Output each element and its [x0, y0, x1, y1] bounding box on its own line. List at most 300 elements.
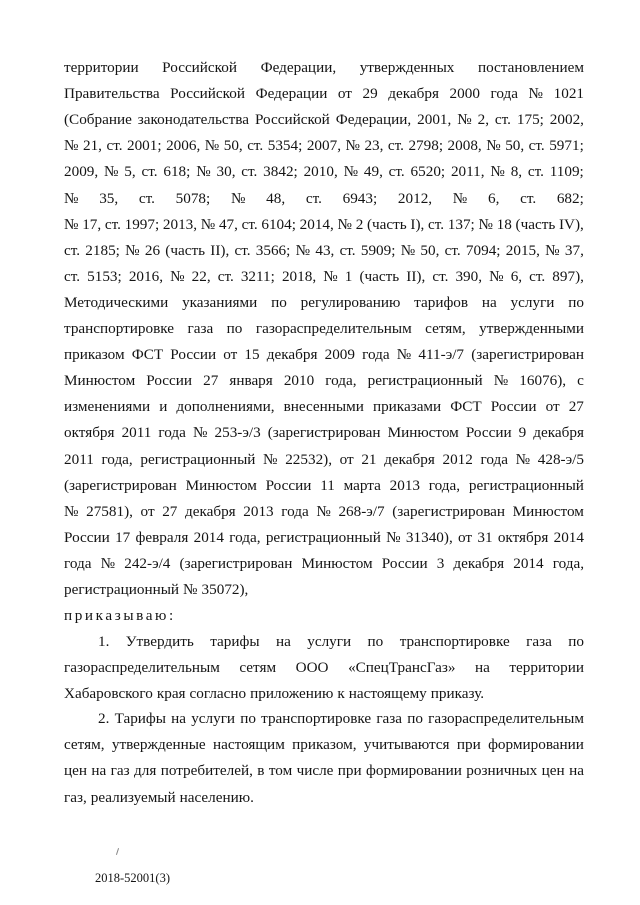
word: 2010 — [283, 372, 315, 390]
word: № — [490, 163, 505, 181]
word: ФСТ — [131, 346, 164, 364]
word: цен — [64, 762, 87, 780]
text-line — [64, 420, 584, 446]
word: 2. — [98, 710, 110, 727]
text-line — [64, 81, 584, 107]
word: 3842; — [263, 163, 298, 181]
text-line — [64, 394, 584, 420]
text-line — [64, 55, 584, 81]
word: Правительства — [64, 85, 160, 103]
word: 29 — [362, 85, 378, 103]
word: Минюстом — [301, 554, 373, 572]
word: 50, — [223, 137, 243, 155]
text-line — [64, 316, 584, 342]
word: 2014 — [513, 554, 544, 572]
word: (зарегистрирован — [179, 554, 293, 572]
word: Федерации, — [335, 111, 412, 129]
word: (Собрание — [64, 111, 132, 129]
word: 5971; — [549, 137, 584, 155]
word: ст. — [305, 189, 322, 207]
word: 22532), — [285, 450, 333, 468]
word: Минюстом — [387, 424, 459, 442]
word: регистрационный — [367, 372, 483, 390]
word: № — [478, 215, 493, 233]
word: приложению — [250, 685, 334, 702]
word: 9 — [518, 424, 527, 442]
word: № — [489, 267, 504, 285]
word: реализуемый — [90, 788, 176, 806]
word: на — [569, 762, 584, 780]
word: 6, — [487, 189, 500, 207]
word: газораспределительным — [255, 320, 412, 337]
text-line — [64, 551, 584, 577]
word: в — [257, 762, 265, 780]
word: настоящим — [213, 736, 285, 754]
footer-code: 2018-52001(3) — [95, 871, 170, 885]
word: октября — [497, 528, 549, 546]
word: Утвердить — [125, 633, 194, 650]
word: Федерации, — [260, 59, 337, 76]
word: при — [337, 762, 362, 780]
word: 5078; — [175, 189, 211, 207]
word: 175; — [516, 111, 544, 129]
word: 21 — [361, 450, 377, 468]
word: 26 — [144, 241, 161, 259]
word: I), — [410, 215, 425, 233]
word: Минюстом — [64, 372, 136, 390]
word: (часть — [515, 215, 556, 233]
word: согласно — [189, 685, 247, 702]
word: № — [400, 241, 416, 259]
word: Российской — [254, 111, 330, 129]
word: территории — [64, 59, 139, 76]
word: розничных — [466, 762, 538, 780]
word: приказу. — [430, 685, 485, 702]
word: 30, — [216, 163, 236, 181]
word: ст. — [388, 163, 405, 181]
word: на — [91, 762, 107, 780]
word: года, — [229, 528, 261, 546]
word: 6104; — [261, 215, 296, 233]
word: 2 — [355, 215, 364, 233]
text-line — [64, 342, 584, 368]
text-line — [64, 785, 584, 811]
word: по — [407, 710, 423, 727]
word: декабря — [453, 554, 505, 572]
word: транспортировке — [261, 710, 372, 727]
word: ст. — [520, 189, 537, 207]
word: 2013 — [243, 502, 274, 520]
word: 31 — [477, 528, 493, 546]
word: (зарегистрирован — [267, 424, 381, 442]
word: 268-э/7 — [338, 502, 385, 520]
word: № — [64, 502, 79, 520]
word: газа — [376, 710, 403, 727]
word: 48, — [266, 189, 286, 207]
word: ст. — [387, 137, 404, 155]
word: ст. — [428, 215, 445, 233]
word: тарифов — [414, 293, 469, 311]
text-line — [64, 290, 584, 316]
word: от — [223, 346, 238, 364]
word: № — [64, 137, 79, 155]
word: 2013 — [389, 476, 420, 494]
word: ФСТ — [450, 398, 482, 416]
word: II), — [406, 267, 426, 285]
word: сетям, — [64, 736, 105, 754]
word: утвержденными — [479, 320, 584, 337]
word: 6520; — [410, 163, 446, 181]
word: 27 — [162, 502, 178, 520]
word: ст. — [528, 137, 545, 155]
word: № — [386, 528, 401, 546]
word: II), — [210, 241, 230, 259]
word: Хабаровского — [64, 685, 153, 702]
word: декабря — [184, 502, 236, 520]
word: 27 — [203, 372, 219, 390]
word: 897), — [552, 267, 584, 285]
word: 2006, — [166, 137, 201, 155]
text-line — [64, 368, 584, 394]
word: № — [337, 215, 352, 233]
word: 1109; — [549, 163, 584, 181]
word: сетям, — [425, 320, 466, 337]
word: № — [528, 85, 544, 103]
word: ст. — [64, 241, 81, 259]
word: 2011 — [121, 424, 152, 442]
word: 17 — [115, 528, 131, 546]
word: 2008, — [447, 137, 482, 155]
word: февраля — [135, 528, 189, 546]
word: № — [183, 581, 198, 598]
word: Методическими — [64, 293, 169, 311]
word: газа — [187, 320, 214, 337]
word: 49, — [363, 163, 383, 181]
word: по — [568, 633, 584, 650]
word: 31340), — [405, 528, 453, 546]
text-line — [64, 186, 584, 212]
word: № — [64, 189, 79, 207]
word: утвержденные — [111, 736, 206, 754]
text-line — [64, 264, 584, 290]
word: декабря — [388, 85, 439, 103]
word: 2, — [477, 111, 490, 129]
word: регистрационный — [468, 476, 584, 494]
word: 2002, — [549, 111, 584, 129]
word: 1997; — [124, 215, 160, 233]
word: 390, — [455, 267, 483, 285]
word: 2185; — [85, 241, 120, 259]
word: для — [134, 762, 157, 780]
word: 21, — [82, 137, 102, 155]
word: приказами — [372, 398, 442, 416]
word: 411-э/7 — [418, 346, 465, 364]
word: № — [345, 137, 360, 155]
word: транспортировке — [399, 633, 510, 650]
word: 2014 — [193, 528, 224, 546]
word: марта — [343, 476, 381, 494]
word: законодательства — [137, 111, 250, 129]
word: России — [170, 346, 217, 364]
word: ст. — [104, 215, 121, 233]
word: № — [125, 241, 140, 259]
word: (зарегистрирован — [64, 476, 177, 494]
word: «СпецТрансГаз» — [348, 659, 456, 676]
word: ст. — [64, 267, 81, 285]
word: № — [103, 163, 119, 181]
word: 16076), — [519, 372, 567, 390]
word: 2012 — [442, 450, 473, 468]
word: 2009 — [324, 346, 355, 364]
word: утвержденных — [359, 59, 455, 76]
text-line — [64, 447, 584, 473]
word: ст. — [529, 267, 546, 285]
word: приказом — [64, 346, 125, 364]
word: № — [396, 346, 412, 364]
word: № — [263, 450, 278, 468]
word: цен — [541, 762, 565, 780]
word: ст. — [141, 163, 158, 181]
word: 5, — [124, 163, 136, 181]
word: года — [64, 554, 92, 572]
word: по — [271, 293, 287, 311]
word: года, — [552, 554, 584, 572]
word: ООО — [295, 659, 329, 676]
word: № — [192, 424, 208, 442]
word: 2798; — [408, 137, 444, 155]
word: года — [281, 502, 309, 520]
word: ст. — [241, 163, 258, 181]
word: настоящему — [348, 685, 427, 702]
word: с — [577, 372, 584, 390]
word: по — [226, 320, 243, 337]
word: 2015, — [505, 241, 540, 259]
word: России — [64, 528, 110, 546]
word: 2000 — [449, 85, 480, 103]
word: № — [170, 267, 185, 285]
text-line — [64, 238, 584, 264]
word: России — [381, 554, 428, 572]
word: года, — [101, 450, 133, 468]
word: (зарегистрирован — [392, 502, 506, 520]
word: Российской — [162, 59, 238, 76]
word: газ, — [64, 788, 87, 806]
word: № — [230, 189, 246, 207]
word: № — [200, 215, 216, 233]
word: территории — [509, 659, 584, 676]
word: тарифы — [210, 633, 260, 650]
word: ст. — [494, 111, 511, 129]
word: 3211; — [240, 267, 275, 285]
pen-mark — [116, 848, 119, 855]
word: услуги — [510, 293, 555, 311]
text-line — [64, 212, 584, 238]
word: Минюстом — [512, 502, 584, 520]
word: 1 — [344, 267, 353, 285]
word: по — [568, 293, 584, 311]
word: декабря — [384, 450, 435, 468]
word: (зарегистрирован — [471, 346, 584, 364]
word: населению. — [179, 788, 254, 806]
word: ст. — [217, 267, 234, 285]
word: по — [367, 633, 384, 650]
word: 50, — [505, 137, 525, 155]
word: на — [481, 293, 497, 311]
word: 2001, — [417, 111, 452, 129]
word: приказом, — [292, 736, 357, 754]
word: числе — [296, 762, 334, 780]
text-line — [98, 629, 584, 655]
word: 2013, — [162, 215, 198, 233]
word: России — [265, 476, 312, 494]
word: газораспределительным — [64, 659, 220, 676]
word: № — [452, 189, 468, 207]
word: 18 — [496, 215, 512, 233]
word: 3566; — [255, 241, 291, 259]
word: 2014 — [553, 528, 584, 546]
text-line — [64, 159, 584, 185]
word: 35072), — [201, 581, 249, 598]
word: ст. — [339, 241, 356, 259]
word: № — [64, 215, 79, 233]
word: регулированию — [300, 293, 401, 311]
word: на — [275, 633, 291, 650]
word: от — [337, 85, 352, 103]
word: от — [458, 528, 473, 546]
word: года — [158, 424, 186, 442]
text-line — [64, 473, 584, 499]
word: ст. — [432, 267, 449, 285]
word: 2018, — [281, 267, 317, 285]
word: регистрационный — [140, 450, 256, 468]
word: края — [156, 685, 186, 702]
word: года, — [428, 476, 461, 494]
word: 47, — [218, 215, 238, 233]
word: Российской — [170, 85, 246, 103]
word: января — [229, 372, 273, 390]
word: учитываются — [363, 736, 450, 754]
text-line — [64, 732, 584, 758]
word: декабря — [266, 346, 318, 364]
word: № — [457, 111, 472, 129]
text-line — [64, 107, 584, 133]
word: 37, — [564, 241, 584, 259]
word: 253-э/3 — [214, 424, 261, 442]
word: Тарифы — [114, 710, 166, 727]
word: газа — [526, 633, 552, 650]
word: 242-э/4 — [124, 554, 171, 572]
word: услуги — [307, 633, 352, 650]
prikazyvayu-heading: приказываю: — [64, 607, 176, 624]
word: на — [474, 659, 490, 676]
word: от — [339, 450, 354, 468]
word: по — [240, 710, 256, 727]
text-line — [64, 525, 584, 551]
word: 50, — [420, 241, 440, 259]
text-line — [98, 706, 584, 732]
word: постановлением — [477, 59, 584, 76]
word: 2011 — [64, 450, 94, 468]
word: № — [323, 267, 338, 285]
word: 5354; — [267, 137, 303, 155]
text-line — [64, 577, 584, 603]
word: № — [486, 137, 501, 155]
text-line — [64, 499, 584, 525]
word: 15 — [244, 346, 260, 364]
word: дополнениями, — [176, 398, 275, 416]
word: (часть — [359, 267, 400, 285]
word: ст. — [241, 215, 258, 233]
word: года — [362, 346, 390, 364]
word: 17, — [82, 215, 102, 233]
word: 682; — [556, 189, 584, 207]
word: 428-э/5 — [537, 450, 584, 468]
word: изменениями — [64, 398, 151, 416]
word: России — [146, 372, 193, 390]
word: при — [456, 736, 481, 754]
word: 2012, — [397, 189, 433, 207]
word: № — [515, 450, 531, 468]
word: указаниями — [182, 293, 258, 311]
text-line — [64, 758, 584, 784]
word: 2010, — [303, 163, 338, 181]
word: внесенными — [283, 398, 364, 416]
word: № — [343, 163, 359, 181]
word: формировании — [366, 762, 462, 780]
word: 22, — [191, 267, 211, 285]
word: 137; — [447, 215, 475, 233]
word: № — [493, 372, 509, 390]
word: 1. — [98, 633, 110, 650]
word: 5909; — [360, 241, 396, 259]
word: ст. — [234, 241, 251, 259]
word: газ — [110, 762, 130, 780]
word: 618; — [163, 163, 191, 181]
word: 43, — [315, 241, 335, 259]
word: № — [100, 554, 116, 572]
word: 5153; — [87, 267, 122, 285]
word: (часть — [366, 215, 407, 233]
word: 35, — [99, 189, 119, 207]
word: 3 — [436, 554, 445, 572]
word: 11 — [320, 476, 335, 494]
word: 6, — [510, 267, 523, 285]
word: формировании — [488, 736, 584, 754]
word: услуги — [191, 710, 236, 727]
word: Федерации — [255, 85, 328, 103]
word: Минюстом — [185, 476, 257, 494]
word: (часть — [165, 241, 206, 259]
text-line — [64, 133, 584, 159]
word: газораспределительным — [428, 710, 584, 727]
word: года — [480, 450, 508, 468]
word: России — [490, 398, 537, 416]
word: 6943; — [342, 189, 378, 207]
word: 2001; — [126, 137, 162, 155]
word: 2007, — [306, 137, 341, 155]
word: 2009, — [64, 163, 99, 181]
text-line — [64, 681, 584, 707]
word: 27581), — [86, 502, 133, 520]
word: 2011, — [450, 163, 485, 181]
word: № — [545, 241, 560, 259]
word: том — [268, 762, 293, 780]
word: 7094; — [465, 241, 501, 259]
word: от — [140, 502, 155, 520]
word: на — [171, 710, 187, 727]
word: потребителей, — [160, 762, 253, 780]
word: № — [204, 137, 220, 155]
